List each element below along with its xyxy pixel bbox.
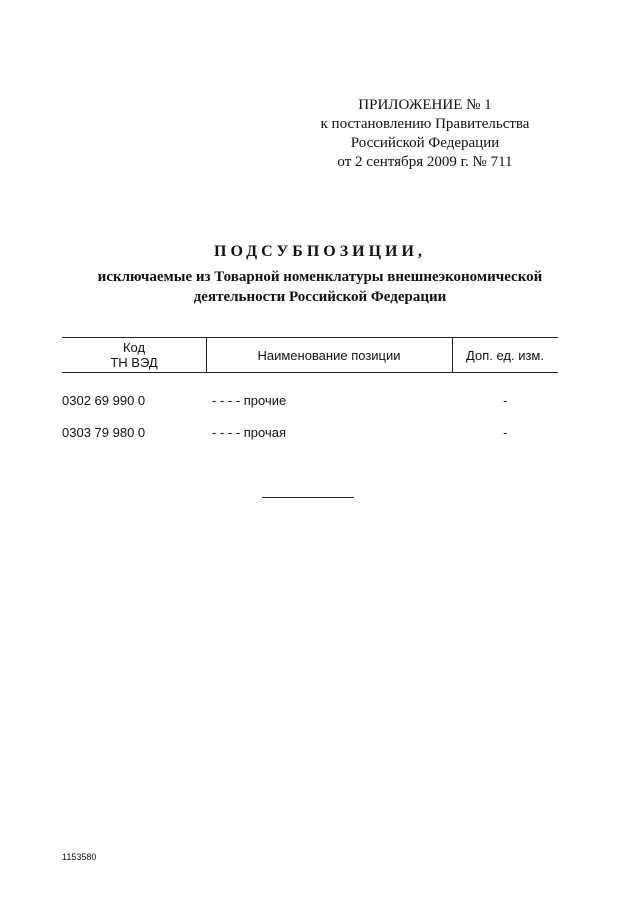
table-row	[62, 393, 558, 425]
header-unit: Доп. ед. изм.	[466, 347, 544, 363]
cell-code: 0302 69 990 0	[62, 393, 146, 408]
table-header	[62, 337, 558, 373]
appendix-ref-line: к постановлению Правительства	[320, 116, 530, 132]
appendix-block	[300, 96, 550, 172]
cell-unit: -	[503, 393, 508, 408]
appendix-ref-line: Российской Федерации	[350, 135, 500, 151]
cell-name: - - - - прочие	[212, 393, 287, 408]
header-code-line: ТН ВЭД	[110, 355, 158, 370]
subtitle-line: исключаемые из Товарной номенклатуры внешнеэкономической	[97, 269, 543, 285]
cell-name: - - - - прочая	[212, 425, 287, 440]
header-code-line: Код	[122, 340, 146, 355]
table-body	[62, 373, 558, 457]
appendix-date-line: от 2 сентября 2009 г. № 711	[337, 154, 513, 170]
end-rule	[262, 497, 354, 498]
table-row	[62, 425, 558, 457]
header-code	[62, 338, 207, 372]
appendix-heading: ПРИЛОЖЕНИЕ № 1	[358, 97, 492, 113]
document-title: ПОДСУБПОЗИЦИИ,	[214, 243, 426, 260]
document-subtitle	[0, 267, 640, 307]
header-name: Наименование позиции	[206, 338, 453, 372]
cell-unit: -	[503, 425, 508, 440]
subtitle-line: деятельности Российской Федерации	[193, 289, 447, 305]
document-number: 1153580	[62, 852, 97, 862]
positions-table	[62, 337, 558, 457]
cell-code: 0303 79 980 0	[62, 425, 146, 440]
